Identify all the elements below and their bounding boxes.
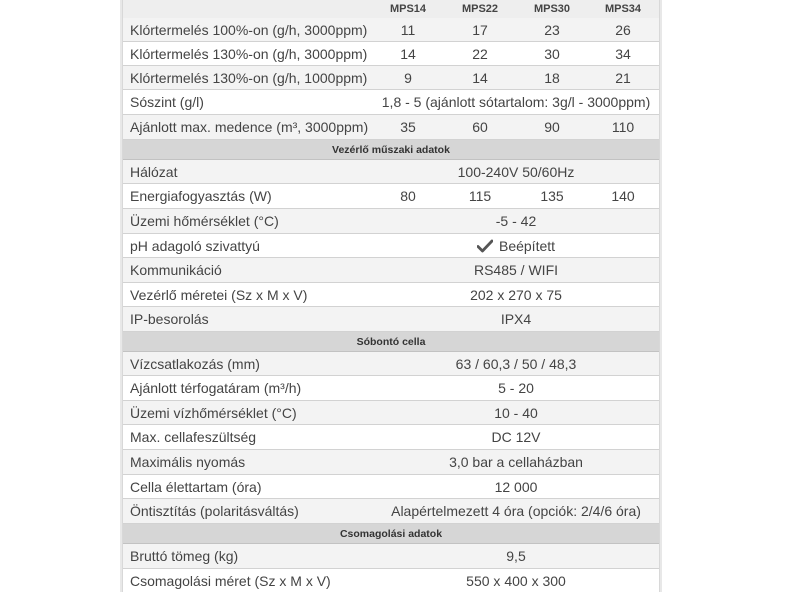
row-label: Klórtermelés 130%-on (g/h, 1000ppm): [130, 69, 368, 86]
row-label: Klórtermelés 130%-on (g/h, 3000ppm): [130, 45, 368, 62]
cell-value: 115: [468, 188, 492, 204]
cell-value: 1,8 - 5 (ajánlott sótartalom: 3g/l - 3000ppm): [381, 94, 651, 110]
cell-value: 26: [615, 21, 631, 38]
cell-value: RS485 / WIFI: [473, 262, 559, 278]
cell-value: 10 - 40: [494, 404, 538, 421]
cell-value: 140: [611, 188, 635, 204]
table-row: [123, 160, 659, 184]
row-label: Energiafogyasztás (W): [130, 188, 272, 204]
column-mps34: MPS34: [604, 3, 642, 15]
cell-value: 17: [472, 21, 488, 38]
row-label: Hálózat: [130, 163, 178, 180]
row-label: Kommunikáció: [130, 262, 222, 278]
builtin-label: Beépített: [498, 237, 556, 254]
row-label: Vezérlő méretei (Sz x M x V): [130, 286, 308, 303]
section-header: Vezérlő műszaki adatok: [123, 140, 659, 160]
cell-value: 23: [544, 21, 560, 38]
table-row: [123, 258, 659, 283]
table-row: [123, 544, 659, 569]
cell-value: 14: [400, 45, 416, 62]
row-label: Bruttó tömeg (kg): [130, 548, 239, 564]
cell-value: 60: [472, 119, 488, 135]
table-row: [123, 18, 659, 42]
cell-value: 90: [544, 119, 560, 135]
column-header: [123, 0, 659, 19]
cell-value: 11: [400, 21, 416, 38]
row-label: Öntisztítás (polaritásváltás): [130, 503, 299, 519]
cell-value: 3,0 bar a cellaházban: [449, 454, 583, 470]
row-label: pH adagoló szivattyú: [130, 237, 260, 254]
row-label: Maximális nyomás: [130, 454, 246, 470]
cell-value: 9: [404, 69, 412, 86]
cell-value: Alapértelmezett 4 óra (opciók: 2/4/6 óra): [391, 503, 641, 519]
cell-value: 34: [615, 45, 631, 62]
table-row: [123, 450, 659, 475]
section-header: Sóbontó cella: [123, 332, 659, 352]
cell-value: 35: [400, 119, 416, 135]
cell-value: 135: [540, 188, 564, 204]
checkmark-icon: [477, 239, 493, 253]
table-row: [123, 234, 659, 258]
table-row: [123, 90, 659, 115]
cell-value: -5 - 42: [495, 213, 537, 229]
row-label: Ajánlott térfogatáram (m³/h): [130, 380, 302, 396]
cell-value: 9,5: [506, 548, 526, 564]
column-mps30: MPS30: [533, 3, 571, 15]
row-label: Csomagolási méret (Sz x M x V): [130, 572, 331, 589]
table-row: [123, 401, 659, 425]
cell-value: [477, 238, 555, 254]
cell-value: 110: [611, 119, 635, 135]
table-row: [123, 184, 659, 209]
section-header: Csomagolási adatok: [123, 524, 659, 544]
row-label: Sószint (g/l): [130, 94, 204, 110]
table-row: [123, 425, 659, 450]
cell-value: 22: [472, 45, 488, 62]
row-label: Max. cellafeszültség: [130, 429, 257, 445]
table-row: [123, 66, 659, 90]
table-row: [123, 376, 659, 401]
cell-value: 18: [544, 69, 560, 86]
cell-value: 63 / 60,3 / 50 / 48,3: [455, 355, 577, 372]
row-label: Üzemi hőmérséklet (°C): [130, 213, 279, 229]
row-label: Cella élettartam (óra): [130, 478, 262, 495]
cell-value: 5 - 20: [498, 380, 534, 396]
table-row: [123, 115, 659, 140]
cell-value: IPX4: [500, 311, 532, 327]
row-label: Klórtermelés 100%-on (g/h, 3000ppm): [130, 21, 368, 38]
cell-value: DC 12V: [491, 429, 541, 445]
table-row: [123, 569, 659, 592]
table-row: [123, 283, 659, 307]
spec-table: [122, 0, 660, 592]
cell-value: 14: [472, 69, 488, 86]
cell-value: 30: [544, 45, 560, 62]
column-mps22: MPS22: [461, 3, 499, 15]
table-row: [123, 42, 659, 66]
table-row: [123, 475, 659, 499]
table-row: [123, 307, 659, 332]
cell-value: 550 x 400 x 300: [466, 572, 566, 589]
table-row: [123, 499, 659, 524]
row-label: Üzemi vízhőmérséklet (°C): [130, 404, 297, 421]
table-row: [123, 209, 659, 234]
row-label: Vízcsatlakozás (mm): [130, 355, 260, 372]
cell-value: 21: [615, 69, 631, 86]
cell-value: 12 000: [494, 478, 538, 495]
row-label: Ajánlott max. medence (m³, 3000ppm): [130, 119, 369, 135]
cell-value: 80: [400, 188, 416, 204]
column-mps14: MPS14: [389, 3, 427, 15]
cell-value: 100-240V 50/60Hz: [457, 163, 575, 180]
row-label: IP-besorolás: [130, 311, 209, 327]
table-row: [123, 352, 659, 376]
cell-value: 202 x 270 x 75: [470, 286, 562, 303]
